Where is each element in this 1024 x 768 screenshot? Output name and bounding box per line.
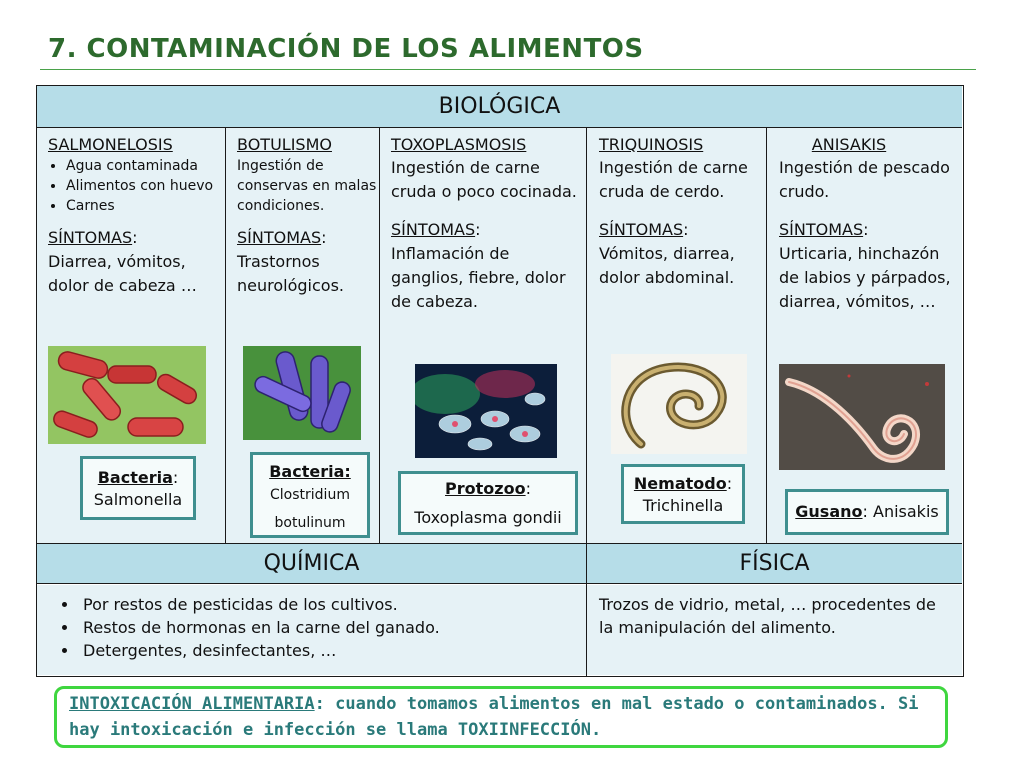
trichinella-box: Nematodo: Trichinella — [621, 464, 745, 524]
toxoplasmosis-symptoms: SÍNTOMAS: Inflamación de ganglios, fiebre, dolor de cabeza. — [391, 220, 566, 311]
clostridium-box — [250, 452, 370, 538]
organism-name: Anisakis — [873, 502, 939, 521]
botulismo-column — [237, 134, 377, 298]
note-term: INTOXICACIÓN ALIMENTARIA — [69, 694, 315, 714]
list-item: • Carnes — [66, 196, 223, 216]
fisica-body — [587, 585, 962, 675]
organism-name: Trichinella — [642, 496, 724, 515]
sintomas-text: Vómitos, diarrea, dolor abdominal. — [599, 244, 735, 287]
contamination-table — [36, 85, 964, 677]
organism-type: Bacteria: — [269, 462, 351, 481]
anisakis-image — [779, 364, 945, 470]
organism-type: Bacteria — [97, 468, 173, 487]
fisica-text: Trozos de vidrio, metal, … procedentes de la manipulación del alimento. — [599, 595, 936, 637]
fisica-header: FÍSICA — [587, 544, 962, 584]
note-text: : cuando tomamos alimentos en mal estado o contaminados. Si hay intoxicación e infección se llama TOXIINFECCIÓN. — [69, 694, 919, 740]
sintomas-text: Urticaria, hinchazón de labios y párpados, diarrea, vómitos, … — [779, 244, 951, 311]
col-divider — [379, 128, 380, 543]
organism-type: Protozoo — [445, 479, 526, 498]
quimica-header: QUÍMICA — [37, 544, 586, 584]
organism-name: Clostridium — [270, 487, 350, 503]
salmonelosis-column — [48, 134, 223, 298]
list-item: • Restos de hormonas en la carne del ganado. — [79, 616, 440, 639]
toxoplasmosis-title: TOXOPLASMOSIS — [391, 135, 527, 154]
col-divider — [766, 128, 767, 543]
salmonelosis-symptoms: SÍNTOMAS: Diarrea, vómitos, dolor de cabeza … — [48, 228, 197, 295]
sintomas-label: SÍNTOMAS — [779, 220, 864, 239]
botulismo-title: BOTULISMO — [237, 135, 332, 154]
organism-type: Gusano — [795, 502, 863, 521]
toxoplasma-image — [415, 364, 557, 458]
anisakis-symptoms: SÍNTOMAS: Urticaria, hinchazón de labios y párpados, diarrea, vómitos, … — [779, 220, 951, 311]
quimica-body — [37, 585, 586, 675]
anisakis-column — [779, 134, 959, 314]
trichinella-image — [611, 354, 747, 454]
salmonelosis-title: SALMONELOSIS — [48, 135, 173, 154]
salmonelosis-causes — [48, 156, 223, 216]
salmonella-image — [48, 346, 206, 444]
toxoplasma-box: Protozoo: Toxoplasma gondii — [398, 471, 578, 535]
intoxication-note — [54, 686, 948, 748]
salmonella-box: Bacteria: Salmonella — [80, 456, 196, 520]
list-item: • Agua contaminada — [66, 156, 223, 176]
organism-name: botulinum — [274, 515, 346, 531]
sintomas-label: SÍNTOMAS — [599, 220, 684, 239]
list-item: • Por restos de pesticidas de los cultivos. — [79, 593, 440, 616]
anisakis-desc: Ingestión de pescado crudo. — [779, 158, 950, 201]
page-title: 7. CONTAMINACIÓN DE LOS ALIMENTOS — [48, 34, 644, 64]
anisakis-title: ANISAKIS — [811, 135, 887, 154]
toxoplasmosis-desc: Ingestión de carne cruda o poco cocinada. — [391, 158, 577, 201]
clostridium-image — [243, 346, 361, 440]
toxoplasmosis-column — [391, 134, 583, 314]
col-divider — [225, 128, 226, 543]
triquinosis-title: TRIQUINOSIS — [599, 135, 704, 154]
list-item: • Detergentes, desinfectantes, … — [79, 639, 440, 662]
sintomas-label: SÍNTOMAS — [237, 228, 322, 247]
triquinosis-desc: Ingestión de carne cruda de cerdo. — [599, 158, 748, 201]
sintomas-text: Diarrea, vómitos, dolor de cabeza … — [48, 252, 197, 295]
organism-name: Toxoplasma gondii — [414, 508, 562, 527]
organism-type: Nematodo — [633, 474, 727, 493]
quimica-list — [49, 593, 440, 662]
list-item: • Alimentos con huevo — [66, 176, 223, 196]
biologica-header: BIOLÓGICA — [37, 86, 962, 128]
organism-name: Salmonella — [93, 490, 183, 509]
sintomas-label: SÍNTOMAS — [391, 220, 476, 239]
botulismo-symptoms: SÍNTOMAS: Trastornos neurológicos. — [237, 228, 344, 295]
triquinosis-symptoms: SÍNTOMAS: Vómitos, diarrea, dolor abdominal. — [599, 220, 735, 287]
sintomas-label: SÍNTOMAS — [48, 228, 133, 247]
triquinosis-column — [599, 134, 763, 290]
sintomas-text: Trastornos neurológicos. — [237, 252, 344, 295]
botulismo-desc: Ingestión de conservas en malas condiciones. — [237, 158, 377, 214]
anisakis-box: Gusano: Anisakis — [785, 489, 949, 535]
sintomas-text: Inflamación de ganglios, fiebre, dolor de cabeza. — [391, 244, 566, 311]
title-divider — [40, 69, 976, 70]
col-divider — [586, 128, 587, 543]
